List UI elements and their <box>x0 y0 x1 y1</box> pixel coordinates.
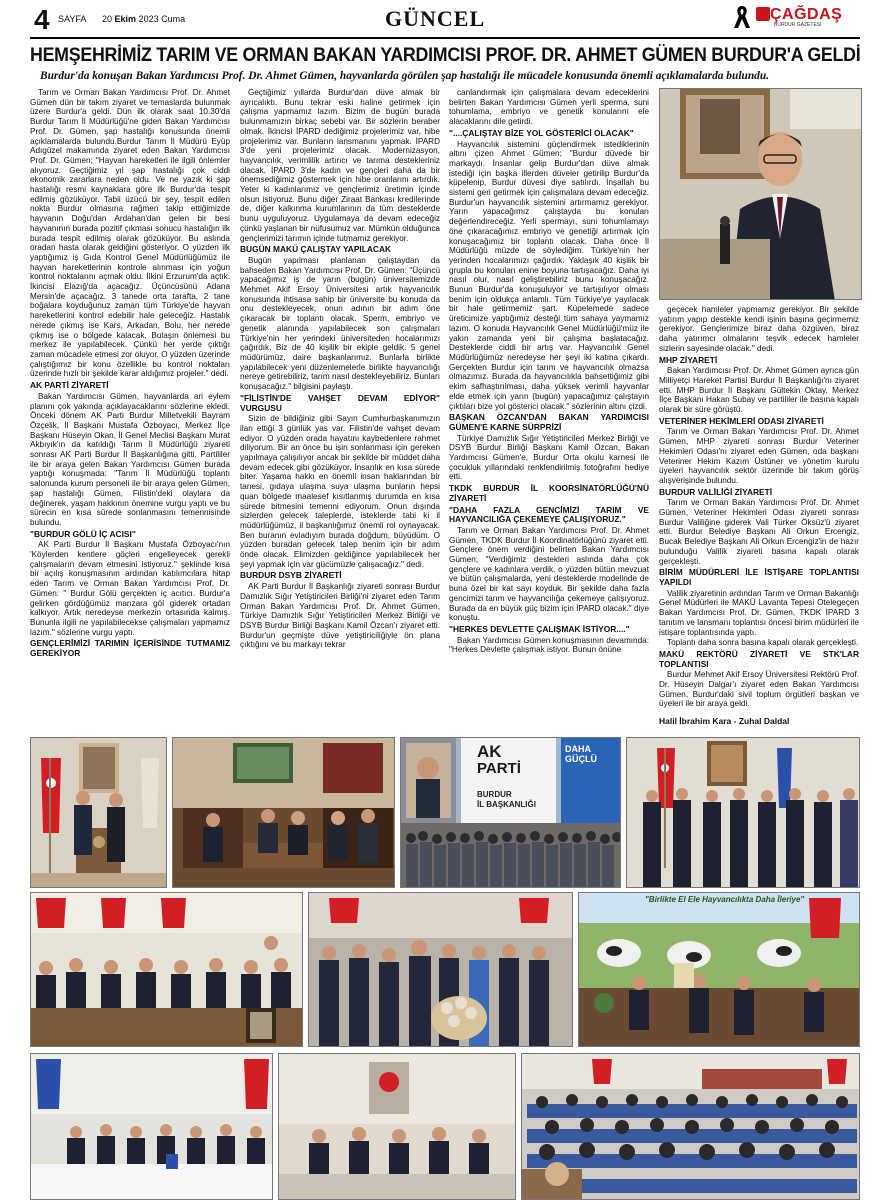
article-headline: HEMŞEHRİMİZ TARIM VE ORMAN BAKAN YARDIMCISI PROF. DR. AHMET GÜMEN BURDUR'A GELDİ <box>30 44 861 66</box>
photo-mhp-visit <box>278 1053 516 1200</box>
office-meeting-image <box>173 738 395 888</box>
article-paragraph: Tarım ve Orman Bakan Yardımcısı Prof. Dr. Ahmet Gümen, Veteriner Hekimleri Odası ziyareti sonrası Burdur Valiliğine giderek Vali Türker Öksüz'ü ziyaret etti. Burdur Belediye Başkanı Ali Orkun Ercengiz, Bucak Belediye Başkanı Ali Orkun Ercengiz'in de hazır bulunduğu Valilik ziyareti basına kapalı olarak gerçekleşti. <box>659 498 859 566</box>
article-paragraph: Hayvancılık sistemini güçlendirmek istediklerinin altını çizen Ahmet Gümen; "Burdur düvede bir markaydı. İnsanlar gelip Burdur'dan düve almak istediği için başka illerden düveler getirilip Burdur'da küpelenip, Burdur düvesi diye satılırdı. İnşallah bu sistemi geri getirmek için çalışmalara devam edeceğiz. Burdur'un hayvancılık sistemini artırmamız gerekiyor. Yarın yapacağımız çalıştayda bu konuları değerlendireceğiz. Yerli spermayı, suni tohumlamayı öne çıkaracağımız embriyo ve genetiği artırmak için konuşacağımız bir toplantı olacak. Daha önce İl Müdürlüğü müzde de söylediğim. Türkiye'nin her yerinden hocalarımızı çağırdık. Yaklaşık 40 kişilik bir grupla bu konuları enine boyuna tartışacağız. Daha iyi nasıl olur, nasıl geliştirebiliriz bunu konuşacağız. Bunun Burdur'da konuşuluyor ve tartışılıyor olması benim için oldukça anlamlı. Tüm Türkiye'ye yayılacak bir hale getirmemiz şart. Küpelemede sadece üreticimize yaptığımız desteği tüm sahaya yaymamız lazım. O konuda Hayvancılık Genel Müdürlüğü'müz ile yakın zamanda yeni bir çalışma başlatacağız. Desteklerde ciddi bir artış var. Hayvancılık Genel Müdürlüğümüz neredeyse her şeyi iki katına çıkardı. Gerçekten Burdur için tarım ve hayvancılık olmazsa olmazımız. Burada da hayvancılıkla bahsettiğimiz gibi ekim safhaştırılması, daha yüksek verimli hayvanlar elde etmek için yarın (bugün) yapacağımız çalıştayın çıktıları bize yol gösterici olacak." sözlerinin altını çizdi. <box>449 139 649 411</box>
photo-hall-audience <box>521 1053 860 1200</box>
photo-flowers-welcome <box>308 892 573 1047</box>
article-column-3 <box>449 88 649 708</box>
logo-subtext: BURDUR GAZETESİ <box>774 22 822 28</box>
article-paragraph: Sizin de bildiğiniz gibi Sayın Cumhurbaşkanımızın ilan ettiği 3 günlük yas var. Filistin'de vahşet devam ediyor. O yüzden orada hayatını kaybedenlere rahmet diliyorum. Bir an önce bu işin sonlanması için gereken yapılmaya çalışılıyor ancak bir şekilde bir müddet daha devam edecek gibi gözüküyor. İnsanlık en kısa sürede biter. Yaşama hakkı en önemli insan haklarından bir tanesi, gıdaya ulaşma suya ulaşma bunların hepsi quan bölgede maalesef kısıtlanmış durumda en kısa sürede bitmesini temenni ediyorum. Onun dışında sizlerden gelecek taleplerde, isteklerde tabi ki il müdürlüğümüz, il başkanlığımız önemli rol oynayacak. Ben buranın evladıyım burada doğdum, büyüdüm. O yüzden buradan gelecek talep benim için bir adım önde olacak. Elimizden geldiğince yapılabilecek her şeyi yapmak için var gücümüzle çalışacağız." dedi. <box>240 414 440 569</box>
minister-portrait-image <box>660 89 862 300</box>
article-subheading: MHP ZİYARETİ <box>659 354 718 365</box>
article-paragraph: Tarım ve Orman Bakan Yardımcısı Prof. Dr. Ahmet Gümen, MHP ziyareti sonrası Burdur Veteriner Hekimleri Odası'nı ziyaret eden Gümen, oda başkanı Veteriner Hekim Kazım Üstüner ve yönetim kurulu üyeleri hayvancılık sektör üzerinde bir takım görüş alışverişinde bulundu. <box>659 427 859 485</box>
article-subheading: GENÇLERİMİZİ TARIMIN İÇERİSİNDE TUTMAMIZ GEREKİYOR <box>30 638 230 659</box>
article-paragraph: Valilik ziyaretinin ardından Tarım ve Orman Bakanlığı Genel Müdürleri ile MAKÜ Lavanta Tepesi Otelegeçen Bakan Yardımcısı Prof. Dr. Gümen, TKDK İPARD 3 tanıtım ve lansmanı toplantısı öncesi birim müdürleri ile istişare toplantısında yaptı. <box>659 588 859 637</box>
photo-handshake-office <box>30 737 167 888</box>
article-paragraph: Tarım ve Orman Bakan Yardımcısı Prof. Dr. Ahmet Gümen dün bir takım ziyaret ve temaslarda bulunmak üzere Burdur'a geldi. Dün ilk olarak saat 10.30'da Burdur Tarım İl Müdürlüğü'ne giden Bakan Yardımcısı Prof. Dr. Gümen, şap hastalığı konusunda önemli açıklamalarda bulundu.Burdur Tarım İl Müdürü Eyüp Adıgüzel makamında ziyaret eden Bakan Yardımcısı Prof. Dr. Gümen; "Hayvan hareketleri ile ilgili önlemler alıyoruz. Geçtiğimiz yıl şap hastalığı çok ciddi ekonomik zararlara neden oldu. Ve ne yazık ki şap hastalığı resmi kaynaklara göre ilk Burdur'da tespit edilmiş gözüküyor. Tabii üzücü bir şey, tespit edilen nokta Burdur olmasına rağmen takip ettiğimizde hayvanın Doğu'dan Ardahan'dan gelen bir besi hayvanının burada pozitif çıkması sonucu hastalığın ilk burada tespit edilmiş olarak gözüküyor. Bu aslında oradan hasta olarak geldiğini gösteriyor. O yüzden ilk yaptığımız iş Gıda Kontrol Genel Müdürlüğümüz ile hayvan hareketlerinin kontrole alınması için yoğun kontrol noktalarını açmak oldu. İlkini Erzurum'da açtık. İkincisi Elazığ'da açacağız. Üçüncüsünü Adana Mersin'de açacağız. 3 tanede orta tarafta, 2 tane boğalara koyduğunuz zaman tüm Türkiye'de hayvan hareketlerini kontrol edebilir hale geleceğiz. Hastalık nerede çıkmış ise Kars, Arkadan, Bolu, her nerede çıkmış ise o bölgede kalacak. Bulaşın önlemesi bu merkez ile yapılabilecek. Çünkü her yerde çıktığı zaman mücadele etmesi zor oluyor. O yüzden üzerinde çalıştığımız bir konu özellikle bu kontrol noktaları üzerinde hızlı bir şekilde karar aldığımız projeler." dedi. <box>30 88 230 379</box>
issue-date <box>102 14 185 24</box>
ipard-panel-image <box>31 1054 273 1200</box>
banner-text: DAHA GÜÇLÜ <box>565 744 597 764</box>
photo-office-meeting <box>172 737 395 888</box>
dsyb-office-image <box>579 893 860 1047</box>
photo-dsyb-office <box>578 892 860 1047</box>
article-subheading: "....ÇALIŞTAY BİZE YOL GÖSTERİCİ OLACAK" <box>449 127 634 138</box>
meeting-table-image <box>31 893 303 1047</box>
dsyb-banner-text: "Birlikte El Ele Hayvancılıkta Daha İleriye" <box>645 895 805 904</box>
article-subheading: VETERİNER HEKİMLERİ ODASI ZİYARETİ <box>659 415 824 426</box>
article-paragraph: AK Parti Burdur İl Başkanı Mustafa Özboyacı'nın 'Köylerden kentlere göçleri engelleyecek gerekli çalışmaların devam etmesini istiyoruz." şeklinde kısa bir açılış konuşmasının ardından katılımcılara hitap eden Tarım ve Orman Bakan Yardımcısı Prof. Dr. Gümen: " Burdur Gölü gerçekten iç acıtıcı. Burdur'a gelirken gördüğümüz manzara göl giderek ortadan kalkıyor. Artık neredeyse merkezin ortasında kalmış. Bununla ilgili ne yapılabilecekse çalışmaları yapmamız lazım." sözlerine vurgu yaptı. <box>30 540 230 637</box>
sign-city-text: BURDUR <box>477 790 512 799</box>
sign-parti-text: PARTİ <box>477 760 521 777</box>
group-standing-image <box>627 738 860 888</box>
date-month: Ekim <box>114 14 137 24</box>
hall-audience-image <box>522 1054 860 1200</box>
photo-ipard-panel <box>30 1053 273 1200</box>
article-subheading: BURDUR VALİLİĞİ ZİYARETİ <box>659 486 773 497</box>
article-paragraph: Bugün yapılması planlanan çalıştaydan da bahseden Bakan Yardımcısı Prof. Dr. Gümen: "Üçüncü yapacağımız iş de yarın (bugün) üniversitemizde Mehmet Akif Ersoy Üniversitesi artık hayvancılık konusunda ihtisasa sahip bir üniversite bu konuda da onu destekleyecek, onun adının bir adım öne çıkaracak bir toplantı olacak. Sperm, embriyo ve genetik alanında yapılabilecek son çalışmaları Türkiye'nin her yerindeki üniversiteden hocalarımızı çağırdık. Biz de 40 kişilik bir ekiple geldik. 5 genel müdürümüz, daire başkanlarımız. Bunlarla birlikte yapılabilecek yeni düzenlemelerle birlikte hayvancılığı nereye getirebiliriz, tarım nasıl destekleyebiliriz. Bunları konuşacağız." bilgisini paylaştı. <box>240 255 440 392</box>
article-subheading: "HERKES DEVLETTE ÇALIŞMAK İSTİYOR...." <box>449 623 630 634</box>
sign-ak-text: AK <box>477 742 502 761</box>
article-column-2 <box>240 88 440 708</box>
article-paragraph: geçecek hamleler yapmamız gerekiyor. Bir şekilde yatırım yapıp destekle kendi işinin başına geçirmemiz gerekiyor. Gençlerimize biraz daha özgüven, biraz daha yatırımcı olmalarını teşvik edecek hamleler sizlerin sayesinde olacak." dedi. <box>659 305 859 353</box>
mhp-visit-image <box>279 1054 516 1200</box>
photo-minister-speaking <box>659 88 862 300</box>
article-paragraph: Bakan Yardımcısı Gümen, hayvanlarda ari eylem planını çok yakında açıklayacaklarını sözlerine ekledi. Önceki dönem AK Parti Burdur Milletvekili Bayram Özçelik, İl Başkanı Mustafa Özboyacı, Merkez İlçe Başkanı Hüseyin Okan, İl Genel Meclisi Başkanı Murat Akbıyık'ın da katıldığı Tarım İl Müdürlüğü ziyareti sonrası AK Parti Burdur İl Başkanlığına gitti. Partililer ile bir araya gelen Bakan Yardımcısı Gümen burada yaptığı konuşmada: "Tarım İl Müdürlüğü toplantı salonunda kurum personeli ile bir araya gelen Gümen, şap hastalığı Gümen, Filistin'deki olaylara da değinerek, yaşam hakkının önemine vurgu yaptı ve bu sürecin en kısa sürede sonlanmasını temennisinde bulundu. <box>30 391 230 527</box>
article-column-1 <box>30 88 230 708</box>
article-paragraph: Tarım ve Orman Bakan Yardımcısı Prof. Dr. Ahmet Gümen, TKDK Burdur İl Koordinatörlüğünü ziyaret etti. Gençlere önem verdiğini belirten Bakan Yardımcısı Gümen; "Verdiğimiz destekleri aslında daha çok gençlere ve kadınlara verdik. o yüzden bütün mevzuat ve bütün çalışmalarda, yeni desteklerde modelinde de buna özel bir kat sayı koyduk. Bir şekilde daha fazla gencimizi tarım ve hayvancılığa çekemeye çalışıyoruz. Burada da en büyük güç bizim için İPARD olacak." diye konuştu. <box>449 525 649 623</box>
article-subheading: "BURDUR GÖLÜ İÇ ACISI" <box>30 528 136 539</box>
article-paragraph: Burdur Mehmet Akif Ersoy Üniversitesi Rektörü Prof. Dr. Hüseyin Dalgar'ı ziyaret eden Bakan Yardımcısı Gümen, Burdur'daki sivil toplum örgütleri başkan ve üyeleri ile bir araya geldi. <box>659 670 859 709</box>
handshake-image <box>31 738 167 888</box>
article-subheading: "DAHA FAZLA GENCİMİZİ TARIM VE HAYVANCILIĞA ÇEKEMEYE ÇALIŞIYORUZ." <box>449 504 649 525</box>
article-subheading: TKDK BURDUR İL KOORSİNATÖRLÜĞÜ'NÜ ZİYARETİ <box>449 483 649 503</box>
masthead <box>0 0 887 38</box>
article-subheading: BURDUR DSYB ZİYARETİ <box>240 570 342 581</box>
article-paragraph: AK Parti Burdur İl Başkanlığı ziyareti sonrası Burdur Damızlık Sığır Yetiştiricileri Birliği'ni ziyaret eden Tarım Orman Bakan Yardımcısı Prof. Dr. Ahmet Gümen, Türkiye Damızlık Sığır Yetiştiricileri Merkez Birliği ve DSYB Burdur Birliği Başkanı Kamil Özcan'ı ziyaret etti. Burdur'un geçmişte düve yetiştiriciliğiyle ön plana çıktığını ve bu markayı tekrar <box>240 582 440 650</box>
sign-office-text: İL BAŞKANLIĞI <box>477 800 536 809</box>
flowers-welcome-image <box>309 893 573 1047</box>
article-paragraph: Toplantı daha sonra basına kapalı olarak gerçekleşti. <box>667 638 859 648</box>
masthead-rule <box>30 37 860 39</box>
date-rest: 2023 Cuma <box>138 14 186 24</box>
photo-group-standing <box>626 737 860 888</box>
newspaper-logo <box>756 5 868 31</box>
article-byline: Halil İbrahim Kara - Zuhal Daldal <box>659 716 790 726</box>
date-day: 20 <box>102 14 113 24</box>
article-subhead: Burdur'da konuşan Bakan Yardımcısı Prof. Dr. Ahmet Gümen, hayvanlarda görülen şap hastalığı ile mücadele konusunda önemli açıklamalarda bulundu. <box>40 70 770 82</box>
article-paragraph: Bakan Yardımcısı Prof. Dr. Ahmet Gümen ayrıca gün Milliyetçi Hareket Partisi Burdur İl Başkanlığı'nı ziyaret etti. MHP Burdur İl Başkanı Gültekin Oktay, Merkez İlçe Başkanı Hakan Subay ve partililer ile basına kapalı olarak bir süre görüştü. <box>659 366 859 415</box>
article-subheading: MAKÜ REKTÖRÜ ZİYARETİ VE STK'LAR TOPLANTISI <box>659 648 859 669</box>
article-paragraph: Türkiye Damızlık Sığır Yetiştiricileri Merkez Birliği ve DSYB Burdur Birliği Başkanı Kamil Özcan, Bakan Yardımcısı Gümen'e, Burdur Orta okulu karnesi ile çocukluk yıllarındaki renklendirilmiş fotoğrafını hediye etti. <box>449 433 649 482</box>
photo-meeting-table <box>30 892 303 1047</box>
article-subheading: BAŞKAN ÖZCAN'DAN BAKAN YARDIMCISI GÜMEN'E KARNE SÜRPRİZİ <box>449 412 649 432</box>
section-title: GÜNCEL <box>385 6 486 31</box>
article-subheading: BİRİM MÜDÜRLERİ İLE İSTİŞARE TOPLANTISI YAPILDI <box>659 567 859 587</box>
logo-text: ÇAĞDAŞ <box>770 6 843 23</box>
article-subheading: BUGÜN MAKÜ ÇALIŞTAY YAPILACAK <box>240 244 392 255</box>
article-paragraph: canlandırmak için çalışmalara devam edeceklerini belirten Bakan Yardımcısı Gümen yerli sperma, suni tohumlama, embriyo ve genetik konularını ele alacaklarını dile getirdi. <box>449 88 649 127</box>
photo-ak-parti-building <box>400 737 621 888</box>
page-number: 4 <box>34 4 50 35</box>
logo-mark-icon <box>756 7 770 21</box>
mourning-ribbon-icon <box>733 4 751 30</box>
page-label: SAYFA <box>58 14 87 24</box>
article-subheading: AK PARTİ ZİYARETİ <box>30 380 109 391</box>
article-subheading: "FİLİSTİN'DE VAHŞET DEVAM EDİYOR" VURGUSU <box>240 392 440 413</box>
article-paragraph: Bakan Yardımcısı Gümen konuşmasının devamında: "Herkes Devlette çalışmak istiyor. Bunun önüne <box>449 635 649 655</box>
article-paragraph: Geçtiğimiz yıllarda Burdur'dan düve almak bir ayrıcalıktı. Bunu tekrar eski haline getirmek için çalışma yapmamız lazım. Bizim de bugün burada bulunmamızın birkaç sebebi var. Bir sözlerin beraber olmak. İkincisi İPARD dediğimiz projelerimiz var, hibe projelerimiz var. Bunların lansmanını yapmak. İPARD 3'de yeni projelerimiz olacak. Modernizasyon, hayvancılık, verimlilik artırıcı ve tarıma destekleriniz olacak. İPARD 3'de kadın ve gençleri daha da bir önemsediğimiz göstermek için hibe oranlarını artırdık. Yeter ki kadınlarımız ve gençlerimiz üretimin içinde olsun istiyoruz. Bunu diğer Ziraat Bankası kredilerinde de, diğer kalkınma kurumlarının da tüm desteklerde bunu uyguluyoruz. Uygulamaya da devam edeceğiz çünkü yaşlanan bir nüfusumuz var. Mümkün olduğunca gençlerimizi tarımın içinde tutmamız gerekiyor. <box>240 88 440 243</box>
article-column-4 <box>659 305 859 725</box>
